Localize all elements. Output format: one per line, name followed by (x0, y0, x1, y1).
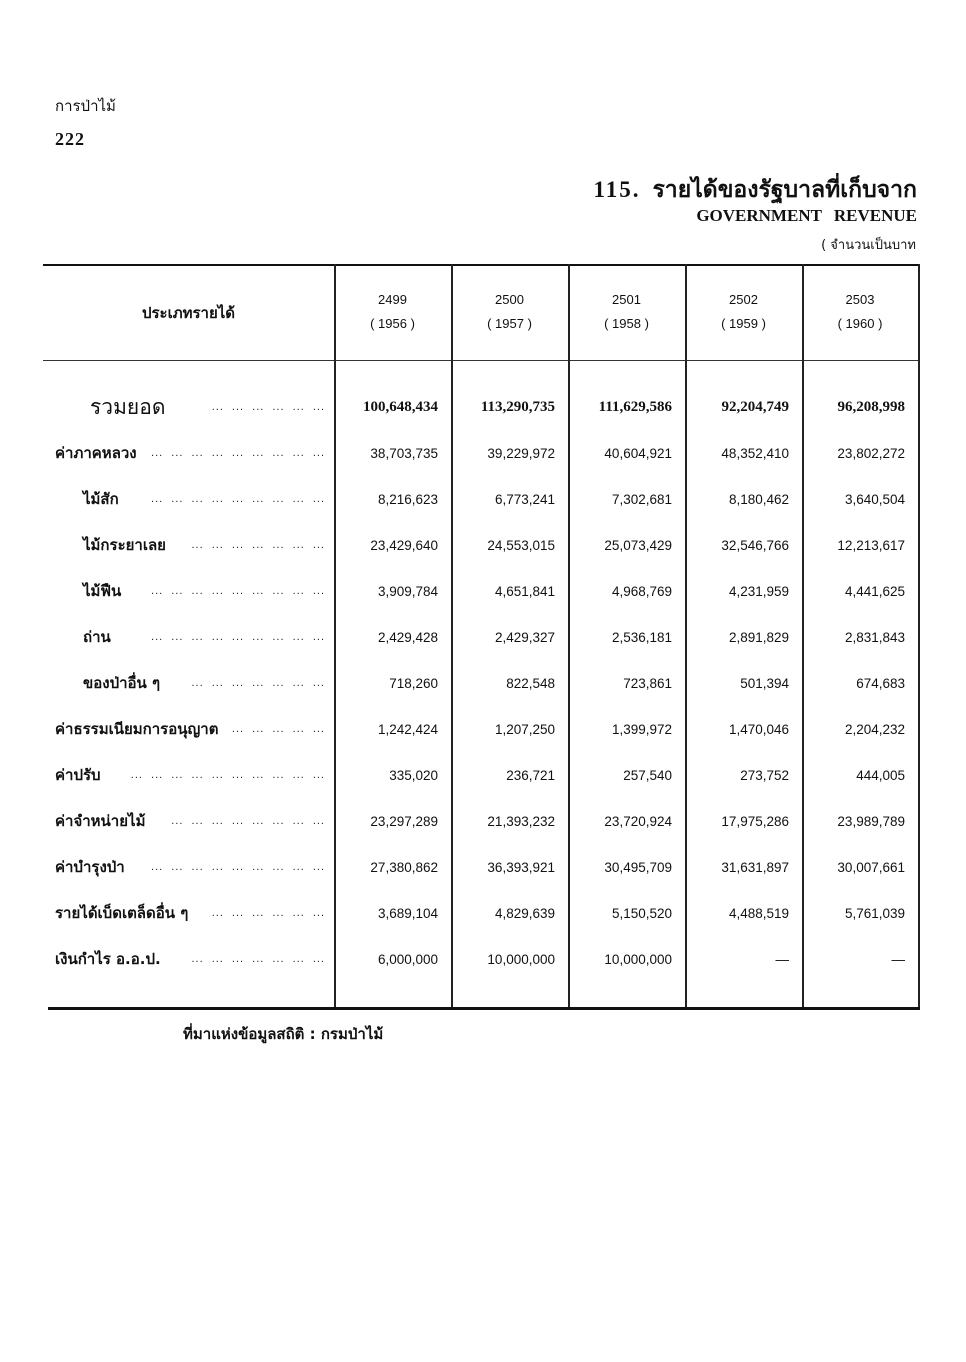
value-2499: 3,689,104 (377, 905, 438, 921)
value-2500: 1,207,250 (494, 721, 555, 737)
value-2503: 444,005 (856, 767, 905, 783)
value-2501: 1,399,972 (611, 721, 672, 737)
table-row-total (43, 384, 920, 430)
row-label: ไม้กระยาเลย (83, 536, 166, 554)
value-2499: 23,297,289 (370, 813, 438, 829)
value-2501: 10,000,000 (604, 951, 672, 967)
value-2500: 822,548 (506, 675, 555, 691)
value-2502: 92,204,749 (721, 398, 789, 415)
value-2503: 2,831,843 (844, 629, 905, 645)
table-row (43, 430, 920, 476)
value-2501: 2,536,181 (611, 629, 672, 645)
year-be: 2501 (612, 292, 641, 307)
value-2500: 236,721 (506, 767, 555, 783)
header-year-2502 (685, 266, 802, 360)
value-2503: 4,441,625 (844, 583, 905, 599)
dot-leader: ... ... ... ... ... ... ... ... ... (151, 447, 325, 459)
value-2501: 25,073,429 (604, 537, 672, 553)
dot-leader: ... ... ... ... ... ... ... ... ... (151, 631, 325, 643)
dot-leader: ... ... ... ... ... ... ... ... (171, 815, 325, 827)
value-2499: 27,380,862 (370, 859, 438, 875)
row-label-cell (43, 947, 334, 971)
row-label: ไม้ฟืน (83, 582, 122, 600)
value-2502: 2,891,829 (728, 629, 789, 645)
value-2499: 38,703,735 (370, 445, 438, 461)
column-divider (685, 264, 687, 1008)
table-header (43, 266, 920, 361)
value-2502: 8,180,462 (728, 491, 789, 507)
value-2501: 111,629,586 (598, 398, 672, 415)
value-2499: 2,429,428 (377, 629, 438, 645)
value-2500: 39,229,972 (487, 445, 555, 461)
row-label-cell (43, 717, 334, 741)
table-row (43, 798, 920, 844)
table-row-sub (43, 522, 920, 568)
dot-leader: ... ... ... ... ... ... ... (191, 953, 325, 965)
value-2501: 4,968,769 (611, 583, 672, 599)
dot-leader: ... ... ... ... ... (231, 723, 325, 735)
value-2503: 674,683 (856, 675, 905, 691)
header-year-2499 (334, 266, 451, 360)
row-label: เงินกำไร อ.อ.ป. (55, 950, 161, 968)
value-2503: 96,208,998 (837, 398, 905, 415)
table-row-sub (43, 614, 920, 660)
year-be: 2502 (729, 292, 758, 307)
column-divider (802, 264, 804, 1008)
year-ce: ( 1956 ) (370, 316, 415, 331)
value-2503: — (891, 951, 905, 967)
row-label: ค่าภาคหลวง (55, 444, 137, 462)
value-2503: 23,989,789 (837, 813, 905, 829)
column-divider (568, 264, 570, 1008)
value-2501: 40,604,921 (604, 445, 672, 461)
year-ce: ( 1960 ) (837, 316, 883, 331)
value-2503: 3,640,504 (844, 491, 905, 507)
dot-leader: ... ... ... ... ... ... ... ... ... ... (130, 769, 325, 781)
table-body (43, 361, 920, 982)
year-be: 2503 (845, 292, 875, 307)
dot-leader: ... ... ... ... ... ... ... ... ... (151, 493, 325, 505)
dot-leader: ... ... ... ... ... ... ... ... ... (151, 585, 325, 597)
row-label: ค่าปรับ (55, 766, 101, 784)
row-label: ค่าบำรุงป่า (55, 858, 125, 876)
table-title-english: GOVERNMENT REVENUE (696, 206, 917, 225)
value-2501: 257,540 (623, 767, 672, 783)
value-2499: 100,648,434 (363, 398, 438, 415)
value-2502: 501,394 (740, 675, 789, 691)
table-row-sub (43, 476, 920, 522)
row-label-cell (43, 533, 334, 557)
value-2502: 31,631,897 (721, 859, 789, 875)
value-2499: 335,020 (389, 767, 438, 783)
revenue-table (43, 264, 920, 1008)
year-be: 2500 (495, 292, 524, 307)
row-label: ของป่าอื่น ๆ (83, 674, 161, 692)
table-row (43, 752, 920, 798)
row-label-cell (43, 809, 334, 833)
value-2500: 113,290,735 (480, 398, 555, 415)
row-label: รวมยอด (90, 394, 166, 419)
year-ce: ( 1958 ) (604, 316, 649, 331)
value-2501: 5,150,520 (611, 905, 672, 921)
page-number: 222 (55, 129, 85, 149)
value-2502: 48,352,410 (721, 445, 789, 461)
value-2503: 2,204,232 (844, 721, 905, 737)
row-label-cell (43, 763, 334, 787)
value-2502: 273,752 (740, 767, 789, 783)
value-2499: 8,216,623 (377, 491, 438, 507)
row-label-cell (43, 441, 334, 465)
value-2500: 4,651,841 (494, 583, 555, 599)
year-ce: ( 1957 ) (487, 316, 532, 331)
table-title (593, 172, 917, 208)
column-divider (451, 264, 453, 1008)
row-label-cell (43, 579, 334, 603)
table-row-sub (43, 568, 920, 614)
table-row (43, 890, 920, 936)
table-right-border (918, 264, 920, 1008)
table-row (43, 844, 920, 890)
table-number: 115. (593, 177, 641, 202)
value-2501: 23,720,924 (604, 813, 672, 829)
value-2501: 30,495,709 (604, 859, 672, 875)
row-label-cell (43, 487, 334, 511)
value-2500: 6,773,241 (494, 491, 555, 507)
column-divider (334, 264, 336, 1008)
value-2499: 1,242,424 (377, 721, 438, 737)
section-name: การป่าไม้ (55, 97, 116, 115)
table-row (43, 706, 920, 752)
value-2499: 718,260 (389, 675, 438, 691)
value-2500: 2,429,327 (494, 629, 555, 645)
row-label-cell (43, 391, 334, 424)
year-ce: ( 1959 ) (721, 316, 766, 331)
value-2500: 21,393,232 (487, 813, 555, 829)
unit-note: ( จำนวนเป็นบาท (821, 238, 916, 253)
value-2502: 4,231,959 (728, 583, 789, 599)
value-2499: 6,000,000 (377, 951, 438, 967)
value-2500: 36,393,921 (487, 859, 555, 875)
value-2503: 30,007,661 (837, 859, 905, 875)
table-bottom-rule (48, 1007, 920, 1010)
row-label: ค่าธรรมเนียมการอนุญาต (55, 720, 219, 738)
value-2503: 23,802,272 (837, 445, 905, 461)
header-year-2500 (451, 266, 568, 360)
year-be: 2499 (378, 292, 407, 307)
row-label: ไม้สัก (83, 490, 119, 508)
dot-leader: ... ... ... ... ... ... ... (191, 539, 325, 551)
dot-leader: ... ... ... ... ... ... (211, 401, 325, 413)
header-year-2501 (568, 266, 685, 360)
value-2502: 4,488,519 (728, 905, 789, 921)
table-title-thai: รายได้ของรัฐบาลที่เก็บจาก (652, 177, 917, 202)
value-2500: 4,829,639 (494, 905, 555, 921)
value-2499: 23,429,640 (370, 537, 438, 553)
header-year-2503 (802, 266, 918, 360)
value-2500: 24,553,015 (487, 537, 555, 553)
row-label-cell (43, 671, 334, 695)
value-2501: 723,861 (623, 675, 672, 691)
value-2503: 5,761,039 (844, 905, 905, 921)
row-label: ถ่าน (83, 628, 111, 646)
dot-leader: ... ... ... ... ... ... ... (191, 677, 325, 689)
value-2502: 17,975,286 (721, 813, 789, 829)
value-2500: 10,000,000 (487, 951, 555, 967)
dot-leader: ... ... ... ... ... ... ... ... ... (151, 861, 325, 873)
row-label-cell (43, 901, 334, 925)
source-note: ที่มาแห่งข้อมูลสถิติ : กรมป่าไม้ (183, 1025, 384, 1043)
value-2499: 3,909,784 (377, 583, 438, 599)
value-2502: 32,546,766 (721, 537, 789, 553)
value-2501: 7,302,681 (611, 491, 672, 507)
row-label-cell (43, 855, 334, 879)
value-2502: 1,470,046 (728, 721, 789, 737)
header-category: ประเภทรายได้ (141, 304, 236, 322)
table-row-sub (43, 660, 920, 706)
dot-leader: ... ... ... ... ... ... (211, 907, 325, 919)
row-label-cell (43, 625, 334, 649)
row-label: ค่าจำหน่ายไม้ (55, 812, 146, 830)
value-2503: 12,213,617 (837, 537, 905, 553)
table-row (43, 936, 920, 982)
row-label: รายได้เบ็ดเตล็ดอื่น ๆ (55, 904, 189, 922)
value-2502: — (775, 951, 789, 967)
